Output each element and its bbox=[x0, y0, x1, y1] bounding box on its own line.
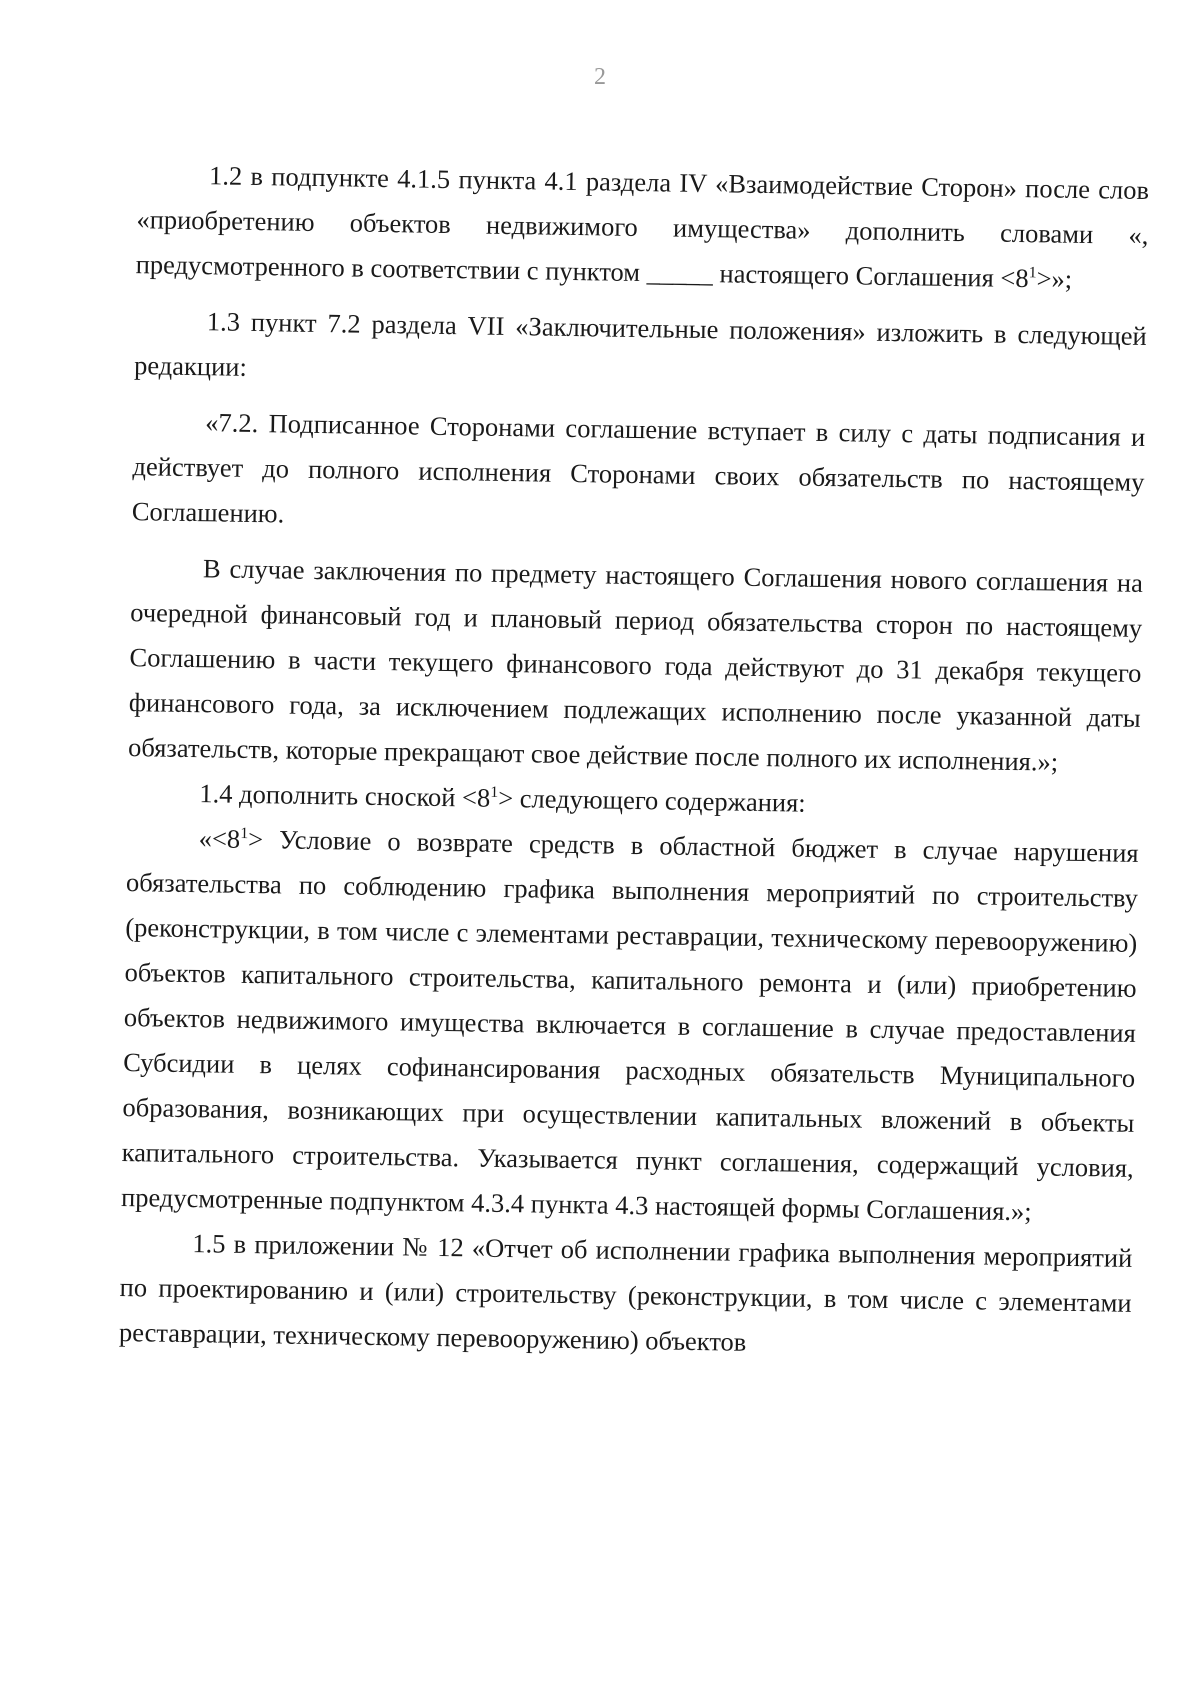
paragraph-1-5: 1.5 в приложении № 12 «Отчет об исполнении графика выполнения мероприятий по проектированию и (или) строительству (реконструкции, в том числе с элементами реставрации, техническому перевооружению) объектов bbox=[118, 1228, 1133, 1357]
page-number: 2 bbox=[594, 64, 606, 90]
paragraph-7-2: «7.2. Подписанное Сторонами соглашение вступает в силу с даты подписания и действует до полного исполнения Сторонами своих обязательств по настоящему Соглашению. bbox=[131, 407, 1146, 529]
footnote-superscript: 1 bbox=[1028, 264, 1037, 282]
paragraph-1-2-tail: >»; bbox=[1036, 263, 1073, 294]
footnote-text-body: > Условие о возврате средств в областной бюджет в случае нарушения обязательства по соблюдению графика выполнения мероприятий по строительству (реконструкции, в том числе с элементами реставрации, техническому перевооружению) объектов капитального строительства, капитального ремонта и (или) приобретению объектов недвижимого имущества включается в соглашение в случае предоставления Субсидии в целях софинансирования расходных обязательств Муниципального образования, возникающих при осуществлении капитальных вложений в объекты капитального строительства. Указывается пункт соглашения, содержащий условия, предусмотренные подпунктом 4.3.4 пункта 4.3 настоящей формы Соглашения.»; bbox=[120, 823, 1139, 1227]
paragraph-1-2-text: 1.2 в подпункте 4.1.5 пункта 4.1 раздела IV «Взаимодействие Сторон» после слов «приобретению объектов недвижимого имущества» дополнить словами «, предусмотренного в соответствии с пунктом _____ настоящего Соглашения <8 bbox=[135, 160, 1150, 294]
paragraph-1-3: 1.3 пункт 7.2 раздела VII «Заключительные положения» изложить в следующей редакции: bbox=[133, 306, 1147, 382]
paragraph-1-2 bbox=[135, 152, 1149, 303]
paragraph-1-4-text: 1.4 дополнить сноской <8 bbox=[199, 778, 491, 813]
footnote-text-lead: «<8 bbox=[198, 823, 241, 854]
paragraph-footnote-8-1 bbox=[121, 815, 1139, 1236]
document-body bbox=[119, 152, 1150, 1371]
paragraph-1-4-tail: > следующего содержания: bbox=[497, 782, 806, 818]
paragraph-new-agreement-case: В случае заключения по предмету настоящего Соглашения нового соглашения на очередной финансовый год и плановый период обязательства сторон по настоящему Соглашению в части текущего финансового года действуют до 31 декабря текущего финансового года, за исключением подлежащих исполнению после указанной даты обязательств, которые прекращают свое действие после полного их исполнения.»; bbox=[127, 553, 1144, 777]
footnote-superscript: 1 bbox=[490, 783, 499, 802]
footnote-superscript: 1 bbox=[240, 824, 249, 843]
